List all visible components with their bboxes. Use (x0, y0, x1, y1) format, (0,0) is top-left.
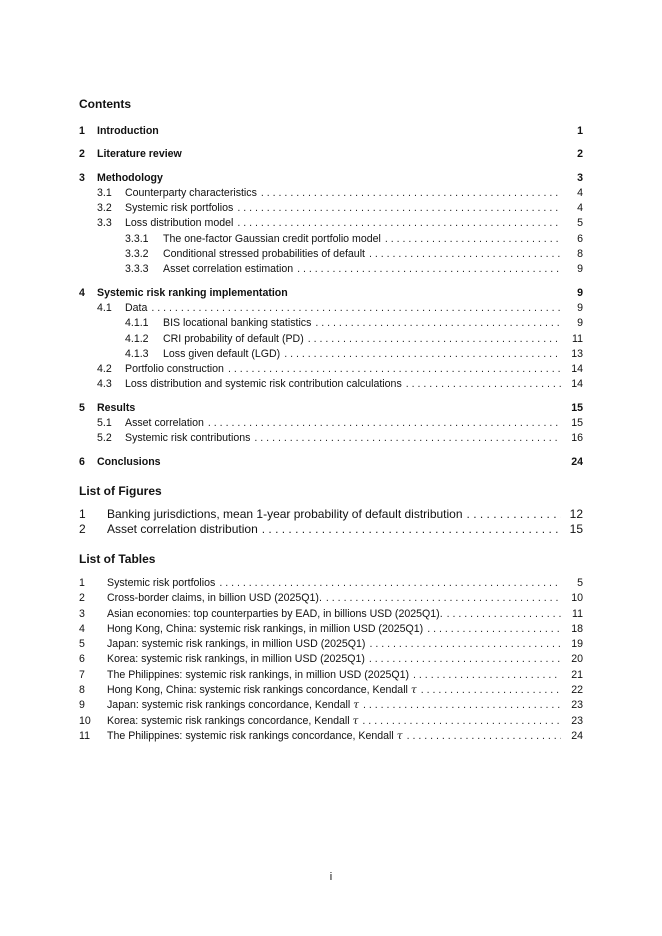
entry-page-number[interactable]: 14 (571, 378, 583, 391)
entry-number: 4 (79, 622, 85, 635)
table-entry[interactable] (79, 729, 583, 744)
entry-title[interactable]: Systemic risk portfolios (107, 576, 216, 589)
entry-title[interactable]: Systemic risk ranking implementation (97, 286, 288, 299)
entry-page-number[interactable]: 9 (577, 263, 583, 276)
entry-title[interactable]: Hong Kong, China: systemic risk rankings concordance, Kendall τ (107, 684, 417, 697)
entry-number: 3 (79, 171, 85, 184)
entry-number: 3 (79, 607, 85, 620)
entry-number: 5.1 (97, 417, 112, 430)
entry-number: 4.3 (97, 378, 112, 391)
list-of-figures-heading: List of Figures (79, 483, 162, 498)
figure-entry[interactable] (79, 522, 583, 538)
entry-title[interactable]: Korea: systemic risk rankings, in million USD (2025Q1) (107, 653, 365, 666)
toc-entry[interactable] (79, 201, 583, 216)
entry-number: 11 (79, 729, 90, 742)
entry-number: 10 (79, 714, 91, 727)
entry-number: 4.1.2 (125, 332, 149, 345)
table-entry[interactable] (79, 637, 583, 652)
entry-title[interactable]: Japan: systemic risk rankings concordance, Kendall τ (107, 699, 360, 712)
entry-page-number[interactable]: 18 (571, 622, 583, 635)
entry-title[interactable]: Systemic risk portfolios (125, 202, 234, 215)
entry-page-number[interactable]: 24 (571, 729, 583, 742)
entry-page-number[interactable]: 15 (569, 522, 583, 537)
entry-number: 5.2 (97, 432, 112, 445)
entry-title[interactable]: Cross-border claims, in billion USD (2025Q1). (107, 592, 322, 605)
entry-page-number[interactable]: 19 (571, 638, 583, 651)
entry-page-number[interactable]: 22 (571, 684, 583, 697)
toc-entry[interactable] (79, 171, 583, 186)
table-entry[interactable] (79, 607, 583, 622)
contents-list (79, 124, 583, 470)
entry-title[interactable]: Literature review (97, 148, 182, 161)
dot-leader (237, 216, 561, 231)
toc-entry[interactable] (79, 401, 583, 416)
table-entry[interactable] (79, 652, 583, 667)
toc-entry[interactable] (79, 416, 583, 431)
entry-page-number[interactable]: 11 (572, 332, 583, 345)
dot-leader (297, 262, 561, 277)
figure-entry[interactable] (79, 507, 583, 523)
entry-title[interactable]: Portfolio construction (125, 363, 224, 376)
entry-title[interactable]: Systemic risk contributions (125, 432, 251, 445)
list-of-tables-heading: List of Tables (79, 551, 156, 566)
dot-leader (447, 607, 561, 622)
dot-leader (362, 714, 561, 729)
dot-leader (369, 652, 561, 667)
entry-page-number[interactable]: 9 (577, 301, 583, 314)
entry-title[interactable]: Loss distribution and systemic risk contribution calculations (125, 378, 402, 391)
entry-page-number[interactable]: 20 (571, 653, 583, 666)
entry-number: 5 (79, 638, 85, 651)
entry-title[interactable]: Asset correlation distribution (107, 522, 258, 537)
entry-title[interactable]: Japan: systemic risk rankings, in million USD (2025Q1) (107, 638, 366, 651)
entry-number: 2 (79, 522, 86, 537)
entry-number: 4.2 (97, 363, 112, 376)
entry-number: 4.1.3 (125, 347, 149, 360)
dot-leader (208, 416, 561, 431)
entry-title[interactable]: Banking jurisdictions, mean 1-year probability of default distribution (107, 506, 463, 521)
contents-heading: Contents (79, 97, 131, 111)
entry-title[interactable]: Counterparty characteristics (125, 186, 257, 199)
toc-entry[interactable] (79, 347, 583, 362)
entry-title[interactable]: CRI probability of default (PD) (163, 332, 304, 345)
entry-number: 3.3.1 (125, 232, 149, 245)
entry-number: 8 (79, 684, 85, 697)
tau-symbol: τ (396, 729, 403, 742)
entry-number: 6 (79, 653, 85, 666)
entry-page-number[interactable]: 13 (571, 347, 583, 360)
entry-title[interactable]: Introduction (97, 125, 159, 137)
entry-page-number[interactable]: 24 (571, 455, 583, 468)
entry-number: 3.3.2 (125, 248, 149, 261)
entry-title[interactable]: Asset correlation estimation (163, 263, 294, 276)
entry-number: 5 (79, 401, 85, 414)
toc-entry[interactable] (79, 232, 583, 247)
entry-page-number[interactable]: 9 (577, 317, 583, 330)
dot-leader (261, 186, 561, 201)
entry-page-number[interactable]: 5 (577, 217, 583, 230)
entry-page-number[interactable]: 6 (577, 232, 583, 245)
dot-leader (284, 347, 561, 362)
table-entry[interactable] (79, 591, 583, 606)
dot-leader (262, 522, 561, 538)
entry-page-number[interactable]: 2 (577, 148, 583, 161)
entry-number: 2 (79, 592, 85, 605)
entry-page-number[interactable]: 8 (577, 248, 583, 261)
entry-title[interactable]: Results (97, 401, 136, 414)
dot-leader (421, 683, 561, 698)
toc-entry[interactable] (79, 186, 583, 201)
entry-number: 7 (79, 668, 85, 681)
table-entry[interactable] (79, 698, 583, 713)
toc-entry[interactable] (79, 377, 583, 392)
dot-leader (219, 576, 561, 591)
dot-leader (413, 668, 561, 683)
tau-symbol: τ (410, 684, 417, 697)
entry-number: 1 (79, 576, 85, 589)
page-number: i (329, 871, 333, 883)
dot-leader (406, 377, 561, 392)
entry-page-number[interactable]: 10 (571, 592, 583, 605)
entry-number: 3.2 (97, 202, 112, 215)
tau-symbol: τ (353, 699, 360, 712)
toc-entry[interactable] (79, 262, 583, 277)
dot-leader (385, 232, 561, 247)
entry-page-number[interactable]: 4 (577, 202, 583, 215)
entry-page-number[interactable]: 15 (571, 401, 583, 414)
entry-title[interactable]: Methodology (97, 171, 163, 184)
dot-leader (363, 698, 561, 713)
entry-number: 9 (79, 699, 85, 712)
entry-title[interactable]: The Philippines: systemic risk rankings, in million USD (2025Q1) (107, 668, 410, 681)
entry-number: 4.1.1 (125, 317, 149, 330)
table-entry[interactable] (79, 714, 583, 729)
entry-title[interactable]: Asian economies: top counterparties by EAD, in billions USD (2025Q1). (107, 607, 443, 620)
document-page (79, 96, 583, 744)
toc-entry[interactable] (79, 332, 583, 347)
entry-page-number[interactable]: 23 (571, 699, 583, 712)
entry-page-number[interactable]: 14 (571, 363, 583, 376)
dot-leader (308, 332, 561, 347)
dot-leader (237, 201, 561, 216)
entry-page-number[interactable]: 15 (571, 417, 583, 430)
entry-number: 6 (79, 455, 85, 468)
entry-number: 4.1 (97, 301, 112, 314)
entry-page-number[interactable]: 4 (577, 186, 583, 199)
entry-title[interactable]: Loss distribution model (125, 217, 234, 230)
table-entry[interactable] (79, 683, 583, 698)
entry-page-number[interactable]: 3 (577, 171, 583, 184)
entry-page-number[interactable]: 9 (577, 286, 583, 299)
entry-title[interactable]: Data (125, 301, 148, 314)
entry-page-number[interactable]: 5 (577, 576, 583, 589)
dot-leader (151, 301, 561, 316)
entry-number: 2 (79, 148, 85, 161)
entry-number: 3.3.3 (125, 263, 149, 276)
entry-title[interactable]: The one-factor Gaussian credit portfolio model (163, 232, 381, 245)
entry-title[interactable]: BIS locational banking statistics (163, 317, 312, 330)
dot-leader (254, 431, 561, 446)
entry-title[interactable]: Asset correlation (125, 417, 204, 430)
dot-leader (407, 729, 561, 744)
entry-page-number[interactable]: 12 (569, 506, 583, 521)
entry-title[interactable]: The Philippines: systemic risk rankings concordance, Kendall τ (107, 729, 403, 742)
list-of-figures (79, 507, 583, 538)
toc-entry[interactable] (79, 124, 583, 139)
entry-page-number[interactable]: 23 (571, 714, 583, 727)
entry-title[interactable]: Conditional stressed probabilities of default (163, 248, 365, 261)
entry-page-number[interactable]: 11 (572, 607, 583, 620)
toc-entry[interactable] (79, 247, 583, 262)
toc-entry[interactable] (79, 431, 583, 446)
dot-leader (315, 316, 561, 331)
entry-title[interactable]: Hong Kong, China: systemic risk rankings, in million USD (2025Q1) (107, 622, 424, 635)
toc-entry[interactable] (79, 286, 583, 301)
list-of-tables (79, 576, 583, 744)
table-entry[interactable] (79, 622, 583, 637)
toc-entry[interactable] (79, 301, 583, 316)
dot-leader (427, 622, 561, 637)
table-entry[interactable] (79, 668, 583, 683)
tau-symbol: τ (352, 714, 359, 727)
entry-page-number[interactable]: 16 (571, 432, 583, 445)
dot-leader (369, 247, 561, 262)
entry-number: 4 (79, 286, 85, 299)
entry-number: 1 (79, 125, 85, 137)
entry-page-number[interactable]: 1 (577, 125, 583, 137)
entry-number: 3.1 (97, 186, 112, 199)
entry-page-number[interactable]: 21 (571, 668, 583, 681)
toc-entry[interactable] (79, 362, 583, 377)
dot-leader (467, 507, 561, 523)
entry-title[interactable]: Conclusions (97, 455, 161, 468)
table-entry[interactable] (79, 576, 583, 591)
entry-number: 1 (79, 506, 86, 521)
toc-entry[interactable] (79, 216, 583, 231)
toc-entry[interactable] (79, 316, 583, 331)
toc-entry[interactable] (79, 147, 583, 162)
dot-leader (228, 362, 561, 377)
entry-title[interactable]: Korea: systemic risk rankings concordance, Kendall τ (107, 714, 359, 727)
entry-number: 3.3 (97, 217, 112, 230)
dot-leader (369, 637, 561, 652)
toc-entry[interactable] (79, 455, 583, 470)
entry-title[interactable]: Loss given default (LGD) (163, 347, 281, 360)
dot-leader (326, 591, 561, 606)
